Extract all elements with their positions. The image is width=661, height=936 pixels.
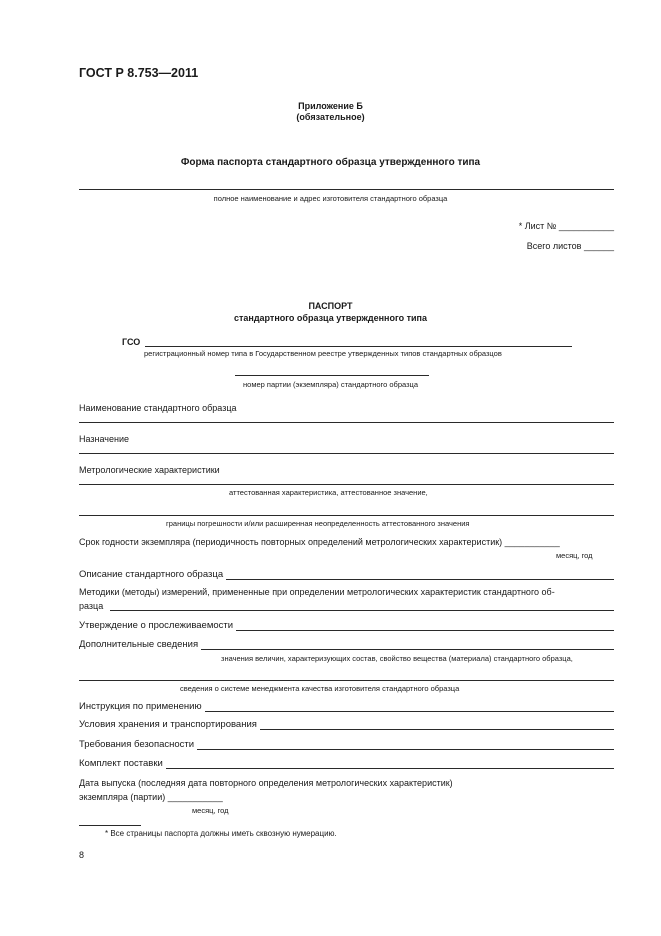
field-instructions-label: Инструкция по применению [79, 701, 202, 712]
field-safety-row [79, 739, 614, 750]
field-name-line [79, 422, 614, 423]
field-additional-label: Дополнительные сведения [79, 639, 199, 650]
form-title: Форма паспорта стандартного образца утвержденного типа [180, 157, 481, 168]
passport-subtitle: стандартного образца утвержденного типа [233, 313, 427, 323]
field-storage-label: Условия хранения и транспортирования [79, 719, 257, 730]
field-storage-line [260, 720, 614, 730]
field-description-line [226, 570, 614, 580]
field-metrology-label: Метрологические характеристики [79, 465, 220, 475]
field-description-row [79, 569, 614, 580]
sheets-total: Всего листов ______ [526, 241, 614, 251]
shelf-life-caption: месяц, год [556, 551, 593, 560]
release-caption: месяц, год [192, 806, 229, 815]
manufacturer-caption: полное наименование и адрес изготовителя стандартного образца [213, 194, 448, 203]
field-safety-label: Требования безопасности [79, 739, 195, 750]
field-traceability-row [79, 620, 614, 631]
appendix-status: (обязательное) [296, 112, 365, 122]
gso-caption: регистрационный номер типа в Государственном реестре утвержденных типов стандартных образцов [144, 349, 502, 358]
batch-line [235, 375, 429, 376]
field-instructions-row [79, 701, 614, 712]
document-header: ГОСТ Р 8.753—2011 [79, 66, 199, 80]
field-methods-label2: разца [79, 601, 104, 611]
field-purpose-line [79, 453, 614, 454]
field-methods-line [110, 610, 614, 611]
manufacturer-line [79, 189, 614, 190]
field-purpose-label: Назначение [79, 434, 130, 444]
field-kit-row [79, 758, 614, 769]
page-number: 8 [79, 850, 85, 860]
field-description-label: Описание стандартного образца [79, 569, 224, 580]
gso-label: ГСО [122, 337, 141, 347]
field-shelf-life: Срок годности экземпляра (периодичность повторных определений метрологических характеристик) ___________ [79, 537, 560, 547]
field-metrology-line1 [79, 484, 614, 485]
metrology-caption1: аттестованная характеристика, аттестованное значение, [229, 488, 428, 497]
appendix-title: Приложение Б [298, 101, 363, 111]
sheet-number: * Лист № ___________ [518, 221, 614, 231]
additional-caption2: сведения о системе менеджмента качества изготовителя стандартного образца [180, 684, 460, 693]
field-additional-line2 [79, 680, 614, 681]
field-metrology-line2 [79, 515, 614, 516]
field-methods-label1: Методики (методы) измерений, примененные при определении метрологических характеристик стандартного об- [79, 587, 555, 597]
field-additional-row [79, 639, 614, 650]
footnote-separator [79, 825, 141, 826]
field-traceability-line [236, 621, 614, 631]
field-traceability-label: Утверждение о прослеживаемости [79, 620, 234, 631]
field-kit-label: Комплект поставки [79, 758, 163, 769]
metrology-caption2: границы погрешности и/или расширенная неопределенность аттестованного значения [166, 519, 470, 528]
field-release-label1: Дата выпуска (последняя дата повторного определения метрологических характеристик) [79, 778, 453, 788]
passport-title: ПАСПОРТ [308, 301, 353, 311]
field-storage-row [79, 719, 614, 730]
field-name-label: Наименование стандартного образца [79, 403, 237, 413]
gso-line [145, 346, 572, 347]
field-instructions-line [205, 702, 614, 712]
field-kit-line [166, 759, 614, 769]
footnote: * Все страницы паспорта должны иметь сквозную нумерацию. [105, 829, 337, 838]
field-additional-line [201, 640, 614, 650]
field-release-label2: экземпляра (партии) ___________ [79, 792, 223, 802]
batch-caption: номер партии (экземпляра) стандартного образца [243, 380, 418, 389]
field-safety-line [197, 740, 614, 750]
additional-caption1: значения величин, характеризующих состав, свойство вещества (материала) стандартного образца, [221, 654, 573, 663]
